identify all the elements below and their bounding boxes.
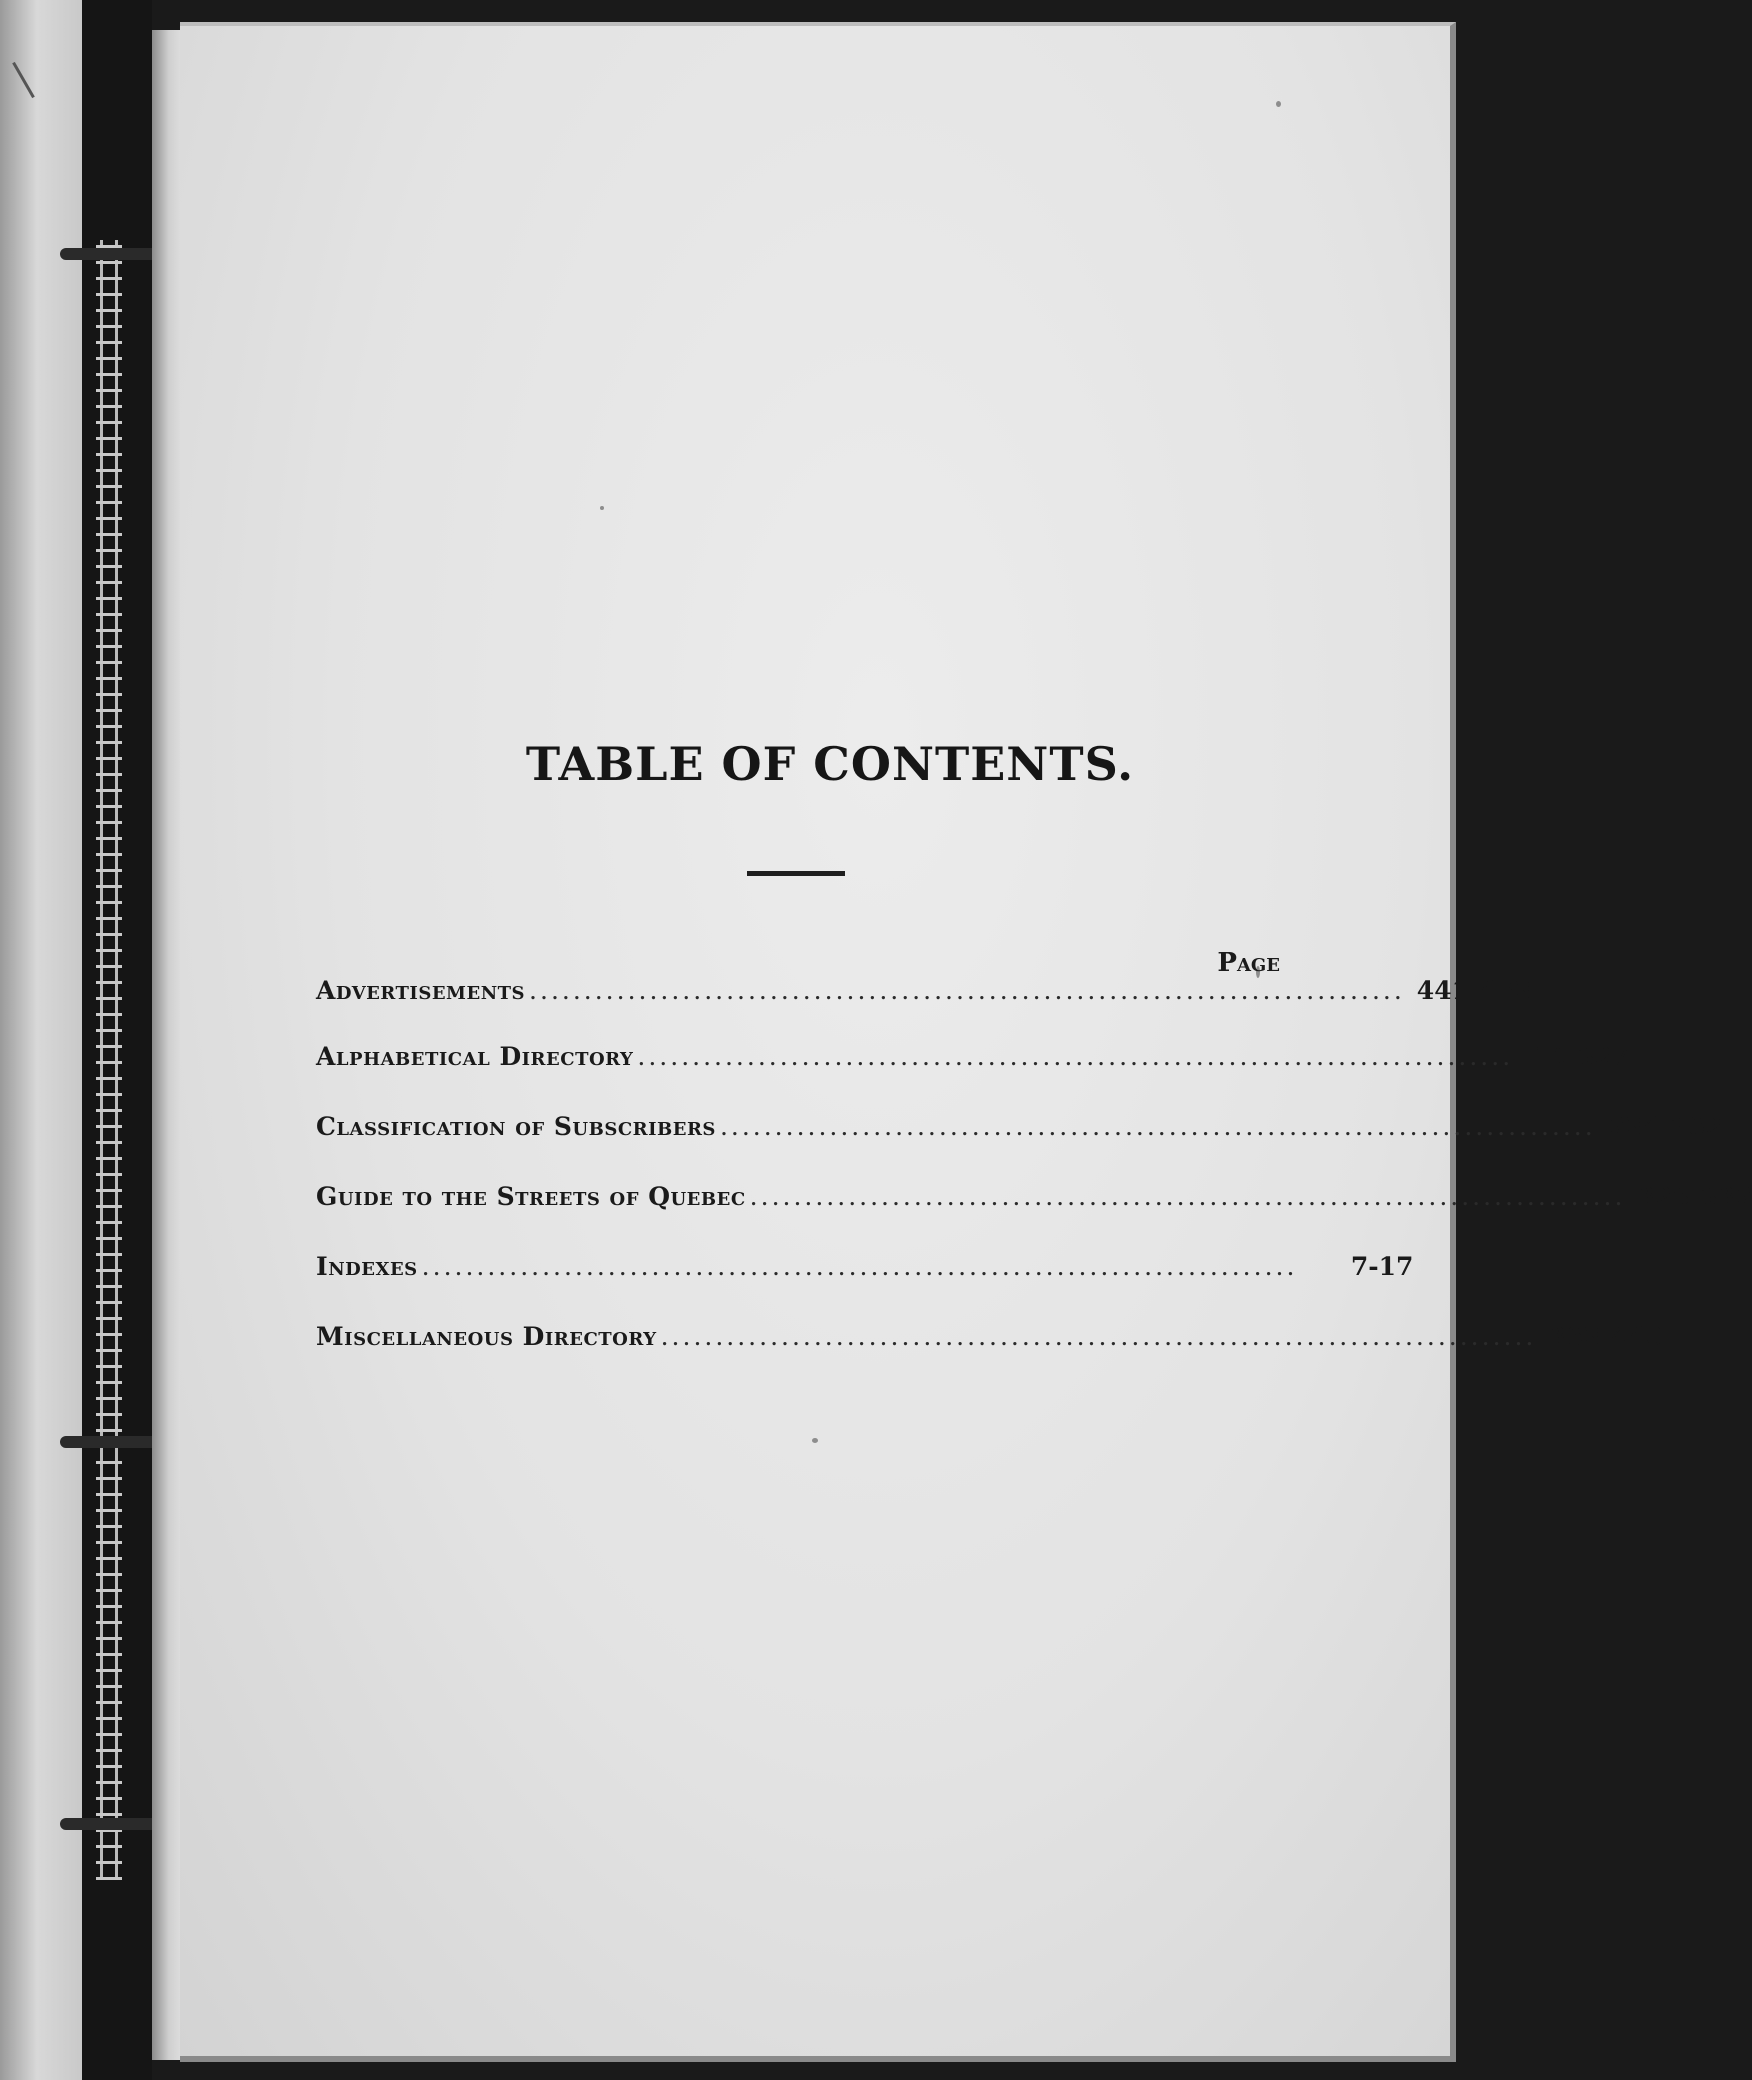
dot-leader: ................................................................................ xyxy=(660,1322,1537,1351)
toc-entry-label: Miscellaneous Directory xyxy=(316,1322,657,1351)
page-mark xyxy=(12,62,35,98)
toc-entry-page: 328-333 xyxy=(1637,1182,1752,1211)
page-column-heading: Page xyxy=(1217,948,1280,978)
binding-stitching xyxy=(96,240,122,1880)
toc-entry-label: Alphabetical Directory xyxy=(316,1042,634,1071)
toc-entry-page: 19-327 xyxy=(1531,1042,1630,1071)
title-rule xyxy=(747,871,845,876)
toc-entry-page: 334-362 xyxy=(1607,1112,1723,1141)
facing-page-edge xyxy=(0,0,82,2080)
dot-leader: ................................................................................ xyxy=(719,1112,1596,1141)
toc-entry-classification-of-subscribers[interactable] xyxy=(316,1112,1723,1182)
toc-entry-page: 363-440 xyxy=(1548,1322,1664,1351)
dot-leader: ................................................................................ xyxy=(749,1182,1626,1211)
dot-leader: ................................................................................ xyxy=(637,1042,1514,1071)
dot-leader: ................................................................................ xyxy=(421,1252,1298,1281)
toc-entry-label: Indexes xyxy=(316,1252,418,1281)
toc-entry-advertisements[interactable] xyxy=(316,976,1532,1042)
paper-speck xyxy=(812,1438,818,1443)
dot-leader: ................................................................................ xyxy=(529,976,1405,1005)
toc-entry-indexes[interactable] xyxy=(316,1252,1414,1322)
toc-entry-alphabetical-directory[interactable] xyxy=(316,1042,1630,1112)
paper-speck xyxy=(1276,101,1281,107)
page-gutter xyxy=(152,30,180,2060)
toc-entry-guide-to-streets[interactable] xyxy=(316,1182,1752,1252)
toc-entry-label: Guide to the Streets of Quebec xyxy=(316,1182,746,1211)
toc-entry-page: 441-453 xyxy=(1416,976,1532,1005)
toc-entry-label: Advertisements xyxy=(316,976,526,1005)
toc-list xyxy=(316,976,1752,1392)
contents-page xyxy=(180,22,1752,2062)
paper-speck xyxy=(600,506,604,510)
toc-entry-miscellaneous-directory[interactable] xyxy=(316,1322,1664,1392)
page-title: TABLE OF CONTENTS. xyxy=(525,736,1135,791)
toc-entry-page: 7-17 xyxy=(1350,1252,1414,1281)
toc-entry-label: Classification of Subscribers xyxy=(316,1112,716,1141)
